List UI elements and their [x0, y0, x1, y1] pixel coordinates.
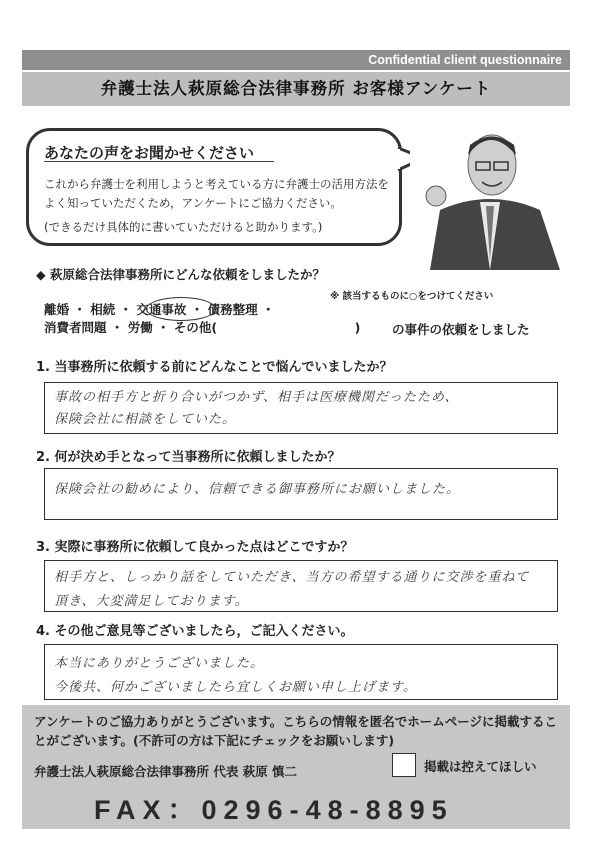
intro-title: あなたの声をお聞かせください — [44, 144, 255, 162]
intro-underline — [44, 161, 274, 162]
q4-answer-line1: 本当にありがとうございました。 — [54, 656, 265, 671]
confidential-label: Confidential client questionnaire — [368, 53, 562, 67]
q0-options-line1: 離婚 ・ 相続 ・ 交通事故 ・ 債務整理 ・ — [44, 302, 275, 317]
q3-title: 3. 実際に事務所に依頼して良かった点はどこですか？ — [36, 540, 354, 555]
q1-answer-line1: 事故の相手方と折り合いがつかず、相手は医療機関だったため、 — [54, 390, 459, 405]
q4-title: 4. その他ご意見等ございましたら，ご記入ください。 — [36, 624, 354, 639]
q0-title: ◆ 萩原総合法律事務所にどんな依頼をしましたか？ — [36, 267, 325, 282]
confidential-label-bar — [22, 50, 570, 70]
q1-title: 1. 当事務所に依頼する前にどんなことで悩んでいましたか？ — [36, 360, 393, 375]
page-title: 弁護士法人萩原総合法律事務所 お客様アンケート — [22, 72, 570, 106]
q0-options-line2: 消費者問題 ・ 労働 ・ その他( ) — [44, 320, 361, 335]
q3-answer-line2: 頂き、大変満足しております。 — [54, 594, 249, 609]
q0-mark-note: ※ 該当するものに○をつけてください — [330, 291, 494, 302]
q2-title: 2. 何が決め手となって当事務所に依頼しましたか？ — [36, 450, 341, 465]
footer-text: アンケートのご協力ありがとうございます。こちらの情報を匿名でホームページに掲載することがございます。(不許可の方は下記にチェックをお願いします) — [34, 714, 558, 748]
q1-answer-line2: 保険会社に相談をしていた。 — [54, 412, 237, 427]
lawyer-photo — [410, 110, 570, 270]
q2-answer-line1: 保険会社の勧めにより、信頼できる御事務所にお願いしました。 — [54, 482, 461, 497]
fax-number: FAX：0296-48-8895 — [94, 795, 454, 825]
no-publish-label: 掲載は控えてほしい — [424, 759, 537, 774]
footer-org: 弁護士法人萩原総合法律事務所 代表 萩原 慎二 — [34, 764, 298, 779]
intro-note: (できるだけ具体的に書いていただけると助かります。) — [44, 220, 323, 234]
intro-text: これから弁護士を利用しようと考えている方に弁護士の活用方法をよく知っていただくため，アンケートにご協力ください。 — [44, 177, 389, 210]
q0-suffix: の事件の依頼をしました — [392, 322, 530, 337]
q4-answer-line2: 今後共、何かございましたら宜しくお願い申し上げます。 — [54, 680, 417, 695]
q3-answer-line1: 相手方と、しっかり話をしていただき、当方の希望する通りに交渉を重ねて — [54, 570, 530, 585]
no-publish-checkbox[interactable] — [392, 753, 416, 777]
